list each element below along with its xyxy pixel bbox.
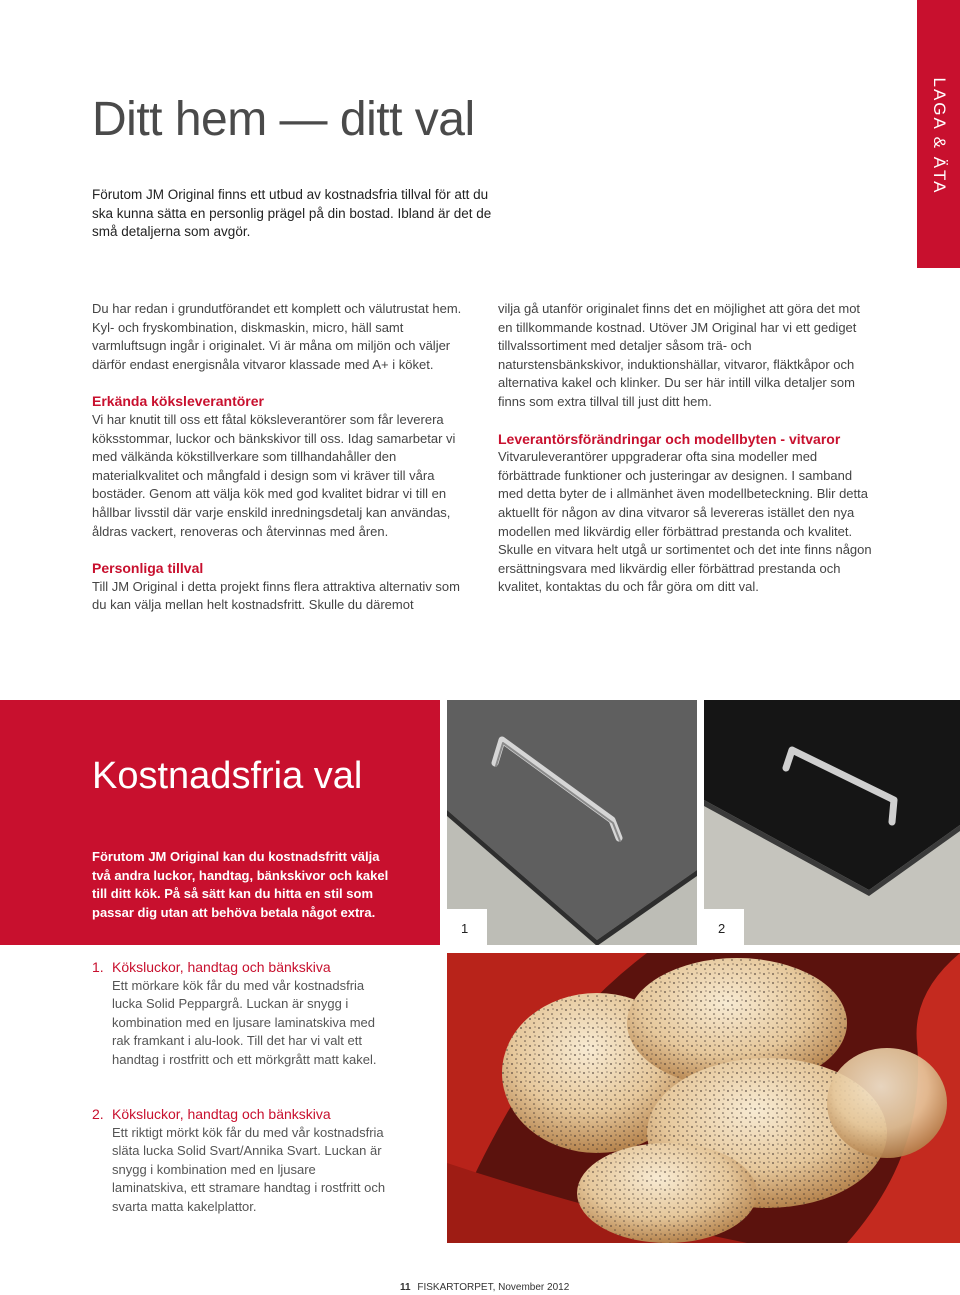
text-column-right bbox=[498, 300, 873, 597]
kitchen-photo-2 bbox=[704, 700, 960, 945]
list-item bbox=[92, 1105, 392, 1217]
publication-name: FISKARTORPET, bbox=[417, 1282, 496, 1293]
section-heading: Personliga tillval bbox=[92, 560, 204, 577]
paragraph: Du har redan i grundutförandet ett komplett och välutrustat hem. Kyl- och fryskombination, diskmaskin, micro, häll samt varmluftsugn ingår i originalet. Vi är måna om miljön och väljer därför endast energisnåla vitvaror klassade med A+ i köket. bbox=[92, 301, 462, 372]
item-body: Ett riktigt mörkt kök får du med vår kostnadsfria släta lucka Solid Svart/Annika Svart. Luckan är snygg i kombination med en ljusare laminatskiva, ett stramare handtag i rostfritt och svarta matta kakelplattor. bbox=[112, 1124, 386, 1214]
text-column-left bbox=[92, 300, 467, 615]
page-footer bbox=[400, 1282, 569, 1293]
image-number-label: 1 bbox=[447, 909, 487, 945]
feature-title: Kostnadsfria val bbox=[92, 755, 363, 797]
page-number: 11 bbox=[400, 1282, 411, 1293]
paragraph: Till JM Original i detta projekt finns flera attraktiva alternativ som du kan välja mellan helt kostnadsfritt. Skulle du däremot bbox=[92, 578, 460, 613]
paragraph: Vi har knutit till oss ett fåtal köksleverantörer som får leverera köksstommar, luckor och bänkskivor till oss. Idag samarbetar vi med välkända kökstillverkare som tillhandahåller den materialkvalitet och mångfald i design som vi kräver till våra bostäder. Genom att välja kök med god kvalitet bidrar vi till en hållbar livsstil där varje enskild inredningsdetalj kan användas, åldras vackert, renoveras och återvinnas med åren. bbox=[92, 411, 456, 539]
item-heading-text: Köksluckor, handtag och bänkskiva bbox=[112, 959, 331, 975]
publication-date: November 2012 bbox=[498, 1282, 570, 1293]
section-heading: Erkända köksleverantörer bbox=[92, 393, 264, 410]
item-number: 1. bbox=[92, 959, 104, 975]
item-heading bbox=[92, 1105, 392, 1124]
page-title: Ditt hem — ditt val bbox=[92, 93, 475, 146]
item-body: Ett mörkare kök får du med vår kostnadsfria lucka Solid Peppargrå. Luckan är snygg i kombination med en ljusare laminatskiva med rak framkant i alu-look. Till det har vi valt ett handtag i rostfritt och ett mörkgrått matt kakel. bbox=[112, 977, 377, 1067]
kitchen-photo-1 bbox=[447, 700, 697, 945]
section-tab bbox=[917, 0, 960, 268]
item-heading-text: Köksluckor, handtag och bänkskiva bbox=[112, 1106, 331, 1122]
paragraph: vilja gå utanför originalet finns det en möjlighet att göra det mot en tillkommande kostnad. Utöver JM Original har vi ett gediget tillvalssortiment med detaljer såsom trä- och naturstensbänkskivor, induktionshällar, vitvaror, fläktkåpor och alternativa kakel och klinker. Du ser här intill vilka detaljer som finns som extra tillval till just ditt hem. bbox=[498, 301, 861, 409]
intro-text: Förutom JM Original finns ett utbud av kostnadsfria tillval för att du ska kunna sätta en personlig prägel på din bostad. Ibland är det de små detaljerna som avgör. bbox=[92, 187, 492, 239]
bread-illustration bbox=[447, 953, 960, 1243]
feature-text: Förutom JM Original kan du kostnadsfritt välja två andra luckor, handtag, bänkskivor och kakel till ditt kök. På så sätt kan du hitta en stil som passar dig utan att behöva betala något extra. bbox=[92, 849, 389, 920]
item-number: 2. bbox=[92, 1106, 104, 1122]
list-item bbox=[92, 958, 392, 1070]
section-heading: Leverantörsförändringar och modellbyten - vitvaror bbox=[498, 430, 841, 447]
item-heading bbox=[92, 958, 392, 977]
image-number-label: 2 bbox=[704, 909, 744, 945]
section-tab-label: LAGA & ÄTA bbox=[929, 77, 949, 195]
paragraph: Vitvaruleverantörer uppgraderar ofta sina modeller med förbättrade funktioner och justeringar av designen. I samband med detta byter de i allmänhet även modellbeteckning. Blir detta aktuellt för någon av dina vitvaror så levereras istället den nya modellen med likvärdig eller förbättrad prestanda och kvalitet. Skulle en vitvara helt utgå ur sortimentet och det inte finns någon ersättningsvara med likvärdig eller förbättrad prestanda och kvalitet, kontaktas du och får göra om ditt val. bbox=[498, 449, 872, 595]
bread-basket-photo bbox=[447, 953, 960, 1243]
